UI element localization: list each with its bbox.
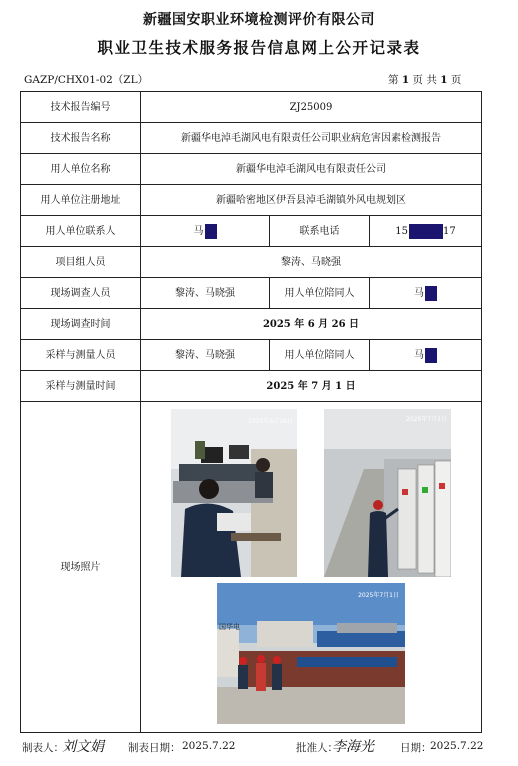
phone-suffix: 17 <box>443 225 456 237</box>
record-table <box>20 91 482 733</box>
label-employer: 用人单位名称 <box>21 154 141 185</box>
value-survey-staff: 黎涛、马晓强 <box>141 278 270 309</box>
redaction-block <box>425 286 437 301</box>
approver-label: 批准人： <box>296 742 338 754</box>
approve-date: 2025.7.22 <box>430 740 484 752</box>
building-sign: 国华电 <box>219 623 240 631</box>
row-report-name <box>21 123 482 154</box>
label-contact: 用人单位联系人 <box>21 216 141 247</box>
row-report-no <box>21 92 482 123</box>
value-sample-time: 2025 年 7 月 1 日 <box>141 371 482 402</box>
company-name: 新疆国安职业环境检测评价有限公司 <box>143 12 375 28</box>
value-team: 黎涛、马晓强 <box>141 247 482 278</box>
value-survey-time: 2025 年 6 月 26 日 <box>141 309 482 340</box>
row-photos <box>21 402 482 733</box>
value-report-name: 新疆华电淖毛湖风电有限责任公司职业病危害因素检测报告 <box>141 123 482 154</box>
label-survey-escort: 用人单位陪同人 <box>270 278 370 309</box>
label-survey-staff: 现场调查人员 <box>21 278 141 309</box>
page-number: 1 <box>401 74 410 86</box>
label-team: 项目组人员 <box>21 247 141 278</box>
page-info <box>388 72 461 87</box>
redaction-block <box>425 348 437 363</box>
row-sample-time <box>21 371 482 402</box>
row-employer <box>21 154 482 185</box>
value-sample-staff: 黎涛、马晓强 <box>141 340 270 371</box>
photo-timestamp: 2025年7月1日 <box>406 416 447 423</box>
label-sample-escort: 用人单位陪同人 <box>270 340 370 371</box>
make-date-label: 制表日期： <box>128 742 181 754</box>
label-address: 用人单位注册地址 <box>21 185 141 216</box>
switchgear-photo-image <box>324 409 451 577</box>
row-survey-time <box>21 309 482 340</box>
redaction-block <box>205 224 217 239</box>
site-photo-switchgear <box>324 409 451 577</box>
label-phone: 联系电话 <box>270 216 370 247</box>
label-sample-time: 采样与测量时间 <box>21 371 141 402</box>
value-report-no: ZJ25009 <box>141 92 482 123</box>
maker-label: 制表人： <box>22 742 64 754</box>
value-employer: 新疆华电淖毛湖风电有限责任公司 <box>141 154 482 185</box>
label-report-no: 技术报告编号 <box>21 92 141 123</box>
label-survey-time: 现场调查时间 <box>21 309 141 340</box>
survey-escort-name: 马 <box>414 287 424 299</box>
photos-cell <box>141 402 482 733</box>
page-mid: 页 共 <box>412 74 437 86</box>
site-photo-group <box>217 583 405 724</box>
phone-prefix: 15 <box>395 225 408 237</box>
row-team <box>21 247 482 278</box>
label-sample-staff: 采样与测量人员 <box>21 340 141 371</box>
photo-timestamp: 2025年6月26日 <box>248 418 293 425</box>
value-address: 新疆哈密地区伊吾县淖毛湖镇外风电规划区 <box>141 185 482 216</box>
sample-escort-name: 马 <box>414 349 424 361</box>
approve-date-label: 日期： <box>400 742 432 754</box>
page-post: 页 <box>450 74 462 86</box>
value-sample-escort <box>370 340 482 371</box>
value-contact <box>141 216 270 247</box>
form-title: 职业卫生技术服务报告信息网上公开记录表 <box>97 38 421 57</box>
label-photos: 现场照片 <box>21 402 141 733</box>
document-number: GAZP/CHX01-02（ZL） <box>24 74 149 86</box>
value-survey-escort <box>370 278 482 309</box>
row-sample-staff <box>21 340 482 371</box>
office-photo-image <box>171 409 297 577</box>
contact-name: 马 <box>193 225 204 237</box>
approver-signature: 李海光 <box>332 739 374 755</box>
label-report-name: 技术报告名称 <box>21 123 141 154</box>
photo-timestamp: 2025年7月1日 <box>358 592 399 599</box>
group-photo-image <box>217 583 405 724</box>
row-survey-staff <box>21 278 482 309</box>
maker-signature: 刘文娟 <box>62 739 104 755</box>
make-date: 2025.7.22 <box>182 740 236 752</box>
row-address <box>21 185 482 216</box>
page-pre: 第 <box>388 74 399 86</box>
redaction-block <box>409 224 443 239</box>
photos-area <box>141 402 481 732</box>
page-total: 1 <box>440 74 448 86</box>
row-contact <box>21 216 482 247</box>
site-photo-office <box>171 409 297 577</box>
value-phone <box>370 216 482 247</box>
